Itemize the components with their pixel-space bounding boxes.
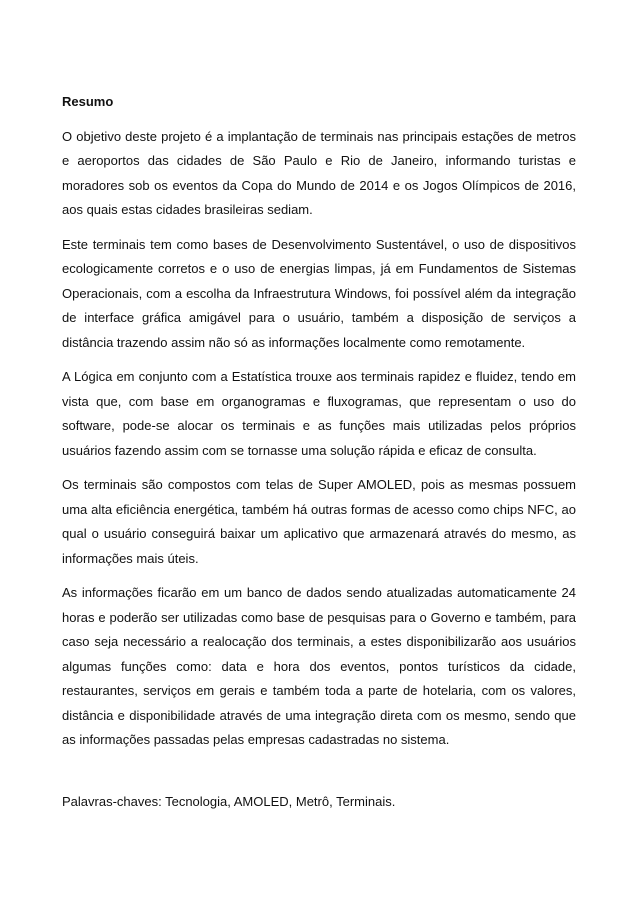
abstract-paragraph-1: O objetivo deste projeto é a implantação de terminais nas principais estações de metros e aeroportos das cidades de São Paulo e Rio de Janeiro, informando turistas e moradores sob os eventos da Copa do Mundo de 2014 e os Jogos Olímpicos de 2016, aos quais estas cidades brasileiras sediam.: [62, 128, 576, 217]
abstract-section: [62, 90, 576, 814]
abstract-heading: Resumo: [62, 94, 114, 109]
abstract-paragraph-3: A Lógica em conjunto com a Estatística trouxe aos terminais rapidez e fluidez, tendo em vista que, com base em organogramas e fluxogramas, que representam o uso do software, pode-se alocar os terminais e as funções mais utilizadas pelos próprios usuários fazendo assim com se tornasse uma solução rápida e eficaz de consulta.: [62, 369, 576, 458]
abstract-paragraph-4: Os terminais são compostos com telas de Super AMOLED, pois as mesmas possuem uma alta eficiência energética, também há outras formas de acesso como chips NFC, ao qual o usuário conseguirá baixar um aplicativo que armazenará através do mesmo, as informações mais úteis.: [62, 477, 576, 566]
abstract-paragraph-5: As informações ficarão em um banco de dados sendo atualizadas automaticamente 24 horas e poderão ser utilizadas como base de pesquisas para o Governo e também, para caso seja necessário a realocação dos terminais, a estes disponibilizarão aos usuários algumas funções como: data e hora dos eventos, pontos turísticos da cidade, restaurantes, serviços em gerais e também toda a parte de hotelaria, com os valores, distância e disponibilidade através de uma integração direta com os mesmo, sendo que as informações passadas pelas empresas cadastradas no sistema.: [62, 585, 576, 747]
abstract-paragraph-2: Este terminais tem como bases de Desenvolvimento Sustentável, o uso de dispositivos ecologicamente corretos e o uso de energias limpas, já em Fundamentos de Sistemas Operacionais, com a escolha da Infraestrutura Windows, foi possível além da integração de interface gráfica amigável para o usuário, também a disposição de serviços a distância trazendo assim não só as informações localmente como remotamente.: [62, 236, 576, 350]
keywords-line: Palavras-chaves: Tecnologia, AMOLED, Metrô, Terminais.: [62, 793, 396, 809]
